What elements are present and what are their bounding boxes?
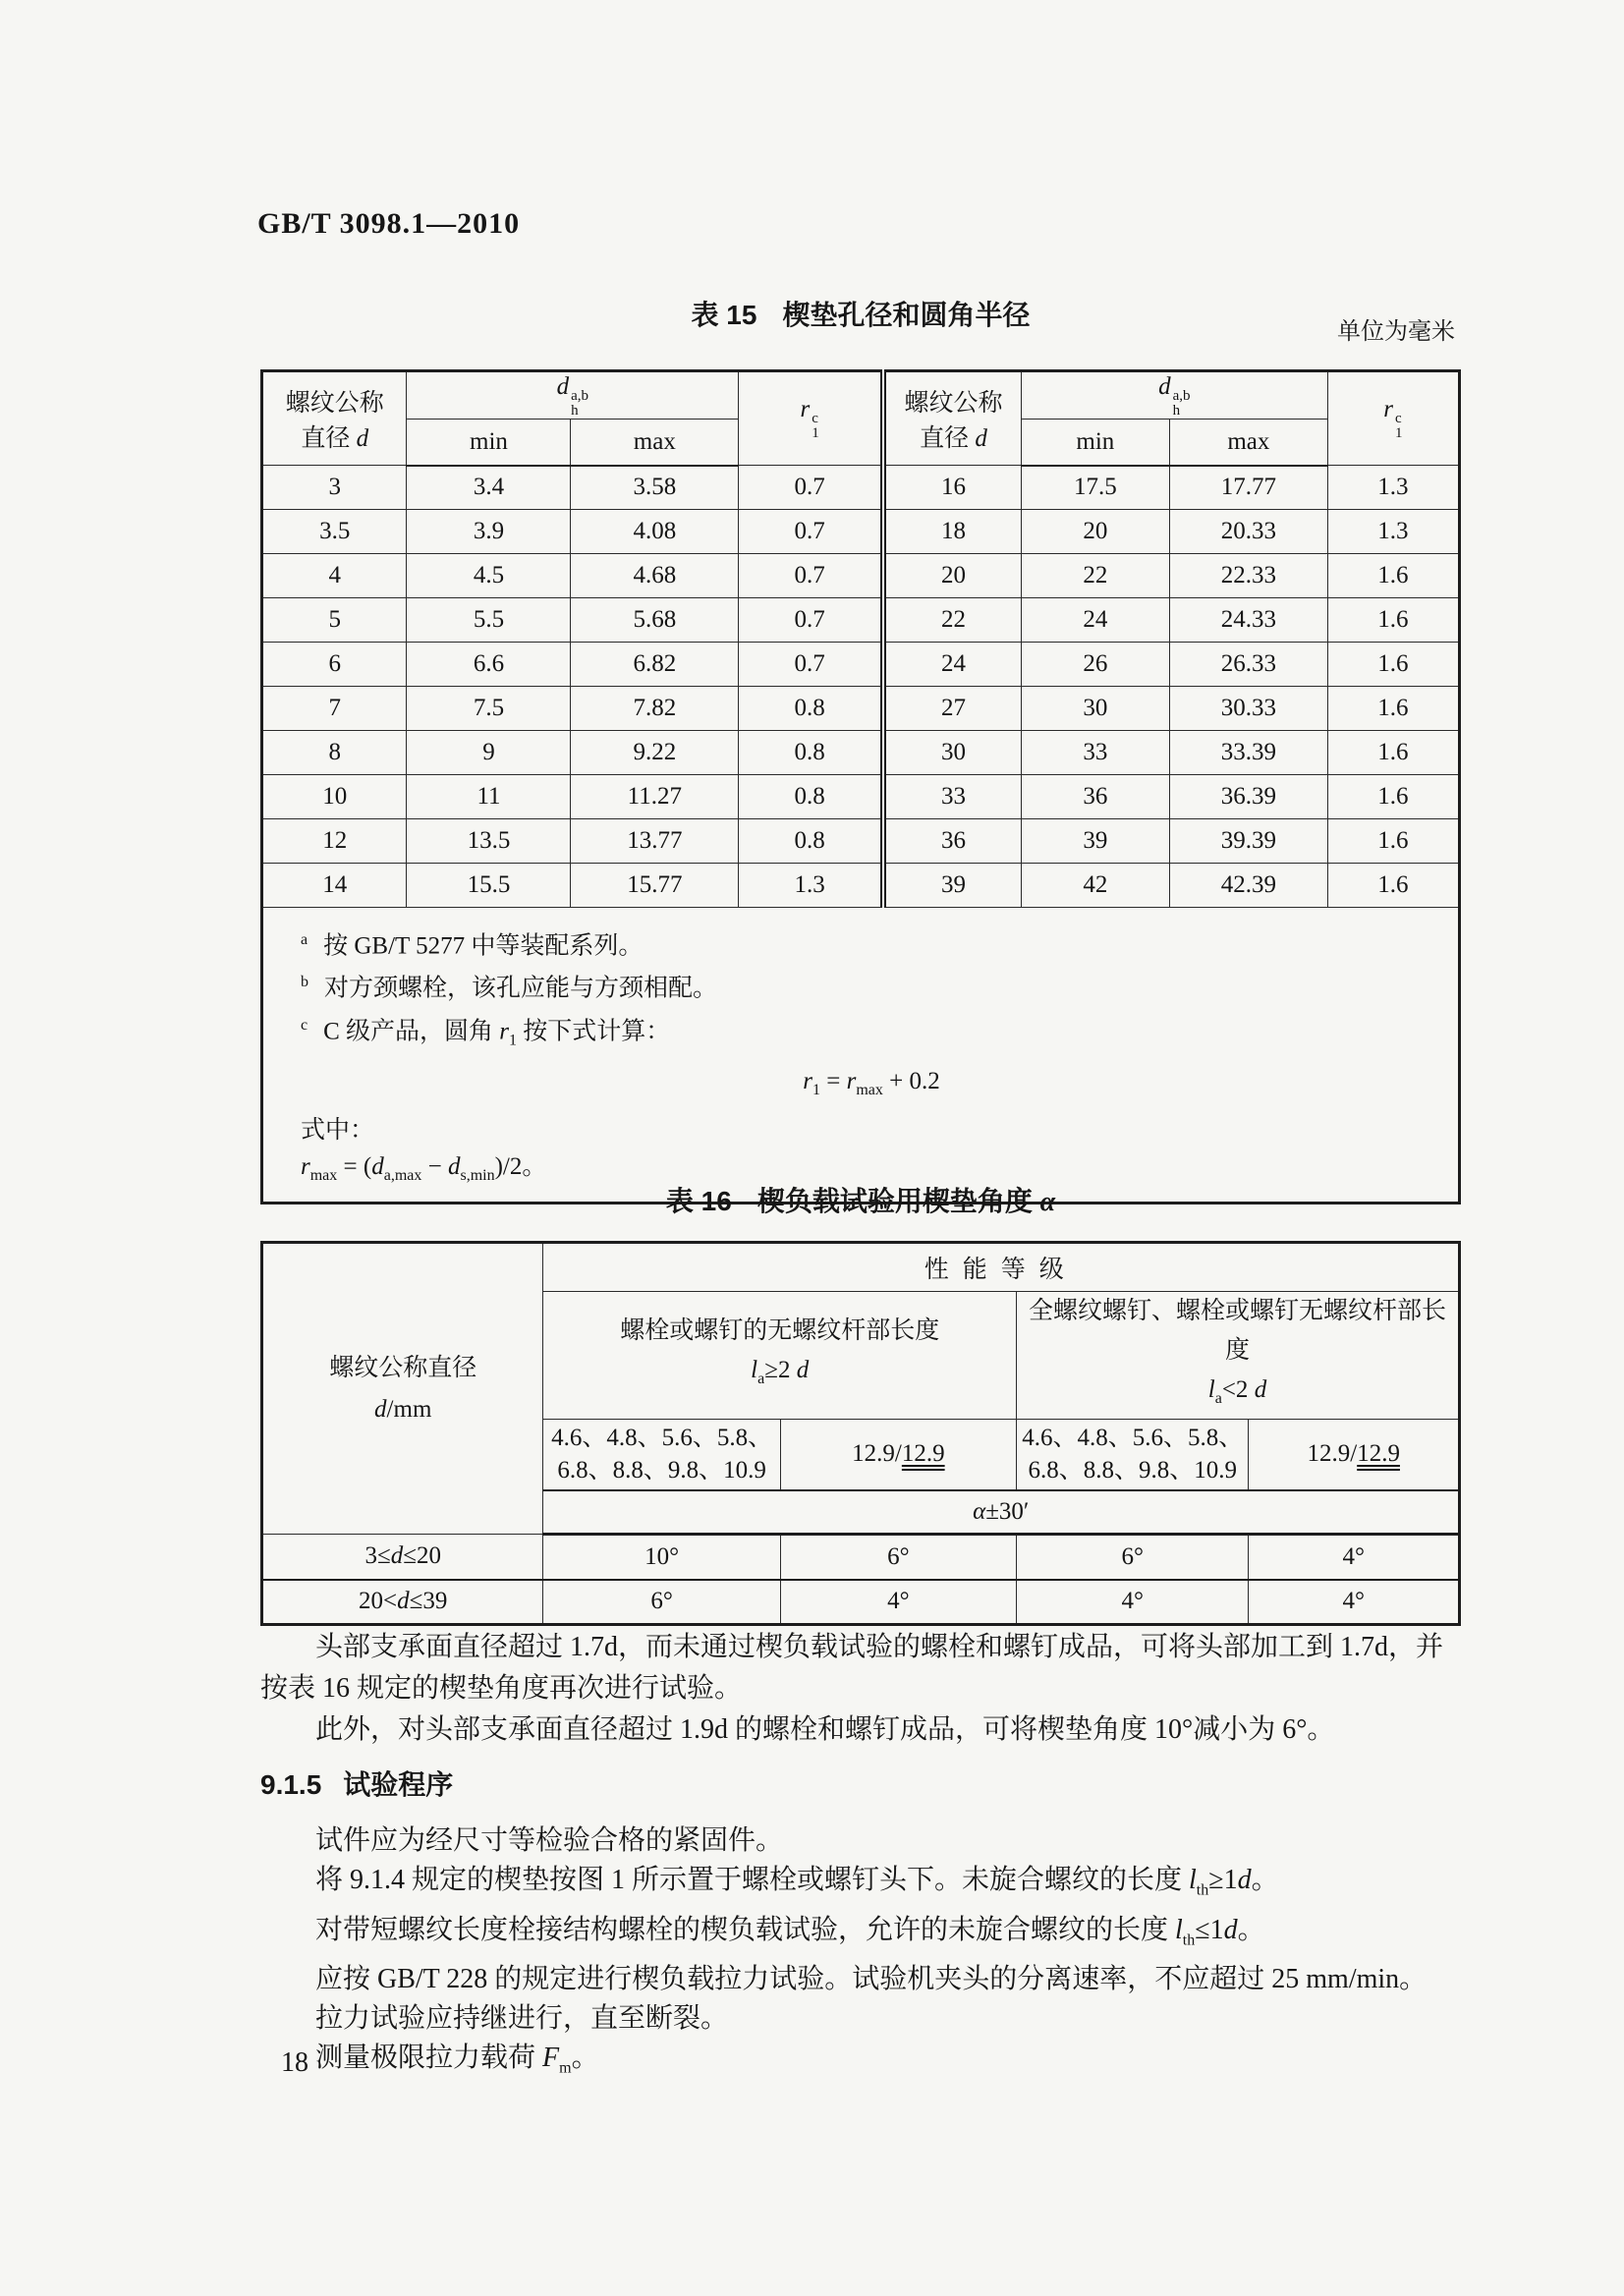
d-unit: /mm [386,1395,432,1423]
footnote-c-text: C 级产品，圆角 [323,1017,500,1044]
footnote-a [301,922,1442,964]
table16-row [262,1535,1460,1580]
grades-line1: 4.6、4.8、5.6、5.8、 [551,1425,773,1452]
paragraph-1: 头部支承面直径超过 1.7d，而未通过楔负载试验的螺栓和螺钉成品，可将头部加工到 1.7d，并按表 16 规定的楔垫角度再次进行试验。 [260,1632,1444,1704]
table15-cell: 30.33 [1169,687,1327,731]
table15-row [262,864,1460,908]
r1-sub: 1 [812,425,819,441]
dh-symbol: d [556,372,570,400]
formula-tail: + 0.2 [882,1067,940,1094]
table15-cell: 1.3 [1327,466,1459,510]
table15-cell: 36.39 [1169,775,1327,819]
r1-symbol: r [800,396,811,422]
alpha-tolerance: ±30′ [985,1497,1030,1525]
table15-cell: 1.3 [739,864,883,908]
unit-note: 单位为毫米 [1337,319,1455,345]
table15-cell: 33 [1021,731,1169,775]
r1-supsub [812,412,819,441]
procedure-line-2 [260,1861,1474,1911]
table15-cell: 36 [1021,775,1169,819]
grades-line2: 6.8、8.8、9.8、10.9 [1028,1457,1237,1484]
formula-rmax: r [846,1067,857,1094]
table16-title-text: 楔负载试验用楔垫角度 [756,1186,1040,1216]
footnote-c [301,1007,1442,1058]
table15-row [262,643,1460,687]
table15-cell: 8 [262,731,407,775]
angle-cell: 4° [780,1580,1016,1625]
l-symbol: l [1189,1865,1197,1895]
angle-cell: 4° [1249,1580,1460,1625]
table15-row [262,598,1460,643]
r-symbol: r [499,1017,510,1044]
formula-r-sub: 1 [812,1081,820,1098]
table15-row [262,466,1460,510]
alpha-symbol: α [973,1497,986,1525]
angle-cell: 6° [543,1580,780,1625]
relation: ≤1 [1195,1914,1224,1945]
r1-supsub [1395,412,1403,441]
table15-cell: 4 [262,554,407,598]
t15-right-min-header: min [1021,420,1169,466]
table15-cell: 33 [883,775,1021,819]
table15-cell: 18 [883,510,1021,554]
procedure-line-3 [260,1911,1474,1961]
table15-label: 表 15 [691,300,757,330]
table15-cell: 7.82 [571,687,739,731]
r1-sub: 1 [1395,425,1403,441]
procedure-line-1 [260,1821,1474,1861]
d-symbol: d [975,425,987,452]
paragraph-2: 此外，对头部支承面直径超过 1.9d 的螺栓和螺钉成品，可将楔垫角度 10°减小为 6°。 [315,1714,1335,1745]
diameter-range-cell: 20<d≤39 [262,1580,543,1625]
table15-cell: 42 [1021,864,1169,908]
relation: <2 [1221,1376,1255,1403]
t16-diameter-header [262,1243,543,1535]
table15-cell: 0.7 [739,554,883,598]
diameter-header-line2 [263,1389,542,1430]
dh-sub: h [1172,402,1181,419]
r1-sup: c [812,411,818,426]
groupA-condition [543,1351,1016,1399]
formula-eq: = [819,1067,847,1094]
table15-cell: 0.7 [739,510,883,554]
diameter-header-line1: 螺纹公称直径 [329,1354,477,1381]
table15-cell: 10 [262,775,407,819]
section-title: 试验程序 [343,1769,454,1800]
table15-cell: 5.68 [571,598,739,643]
section-number: 9.1.5 [260,1769,322,1800]
footnote-b-text: 对方颈螺栓，该孔应能与方颈相配。 [324,975,718,1002]
r1-formula [301,1062,1442,1110]
grade-129-underlined: 12.9 [901,1440,945,1468]
table15-cell: 20.33 [1169,510,1327,554]
table15-cell: 39 [883,864,1021,908]
groupA-title: 螺栓或螺钉的无螺纹杆部长度 [620,1317,940,1344]
footnote-b-mark: b [301,974,308,991]
table15-cell: 1.6 [1327,598,1459,643]
procedure-line-4 [260,1960,1474,1999]
dh-sub: h [571,402,579,419]
groupB-title: 全螺纹螺钉、螺栓或螺钉无螺纹杆部长度 [1028,1298,1446,1364]
rmax-eq: = ( [337,1152,372,1180]
table15-cell: 39.39 [1169,819,1327,864]
table15-cell: 15.77 [571,864,739,908]
text: 对带短螺纹长度栓接结构螺栓的楔负载试验，允许的未旋合螺纹的长度 [315,1914,1176,1945]
table15-cell: 1.6 [1327,687,1459,731]
rmax-sub: max [309,1166,338,1184]
t15-left-r1-header [739,371,883,466]
t15-right-dh-header [1021,371,1327,420]
footnote-b [301,964,1442,1006]
table15-cell: 1.6 [1327,864,1459,908]
section-heading [260,1764,453,1803]
l-symbol: l [1175,1914,1183,1945]
table16 [260,1241,1461,1626]
angle-cell: 6° [780,1535,1016,1580]
l-sub: a [757,1371,765,1387]
table15-cell: 13.77 [571,819,739,864]
table15-cell: 22 [1021,554,1169,598]
table15-cell: 22 [883,598,1021,643]
alpha-tolerance-cell [543,1490,1460,1535]
where-label: 式中： [301,1116,375,1144]
table16-row [262,1580,1460,1625]
table15-cell: 0.7 [739,466,883,510]
table15-cell: 0.8 [739,819,883,864]
text: 。 [1251,1865,1279,1895]
table15-cell: 30 [1021,687,1169,731]
table15 [260,369,1461,1204]
procedure-text [260,1821,1474,2089]
rmax-tail: )/2。 [494,1152,547,1180]
table15-cell: 3.5 [262,510,407,554]
dh-supsub [571,389,588,419]
text: 试件应为经尺寸等检验合格的紧固件。 [315,1825,784,1856]
table15-cell: 7.5 [407,687,571,731]
table15-cell: 20 [883,554,1021,598]
dh-symbol: d [1158,372,1171,400]
d-symbol: d [1254,1376,1267,1403]
table15-cell: 1.6 [1327,554,1459,598]
table15-cell: 1.6 [1327,643,1459,687]
angle-cell: 4° [1016,1580,1248,1625]
t15-left-min-header: min [407,420,571,466]
t15-left-max-header: max [571,420,739,466]
grade-129-underlined: 12.9 [1357,1440,1400,1468]
performance-grade-header: 性能等级 [543,1243,1460,1292]
t15-right-max-header: max [1169,420,1327,466]
text: 应按 GB/T 228 的规定进行楔负载拉力试验。试验机夹头的分离速率，不应超过 25 mm/min。 [315,1964,1428,1995]
table15-cell: 11.27 [571,775,739,819]
table15-cell: 15.5 [407,864,571,908]
l-sub: th [1182,1932,1196,1949]
table15-cell: 0.7 [739,643,883,687]
l-sub: a [1214,1390,1222,1407]
table15-cell: 24.33 [1169,598,1327,643]
table15-cell: 6 [262,643,407,687]
table15-row [262,775,1460,819]
alpha-symbol: α [1039,1187,1056,1217]
da-sub: a,max [383,1166,422,1184]
da-symbol: d [371,1152,384,1180]
d-header-line1: 螺纹公称 [904,390,1003,417]
table15-cell: 11 [407,775,571,819]
grade-129: 12.9/ [1307,1440,1358,1468]
d-symbol: d [356,425,369,452]
table15-cell: 17.5 [1021,466,1169,510]
table15-cell: 5.5 [407,598,571,643]
table15-cell: 39 [1021,819,1169,864]
relation: ≥1 [1208,1865,1238,1895]
table15-cell: 22.33 [1169,554,1327,598]
d-header-line2: 直径 [301,425,357,452]
t16-gradesA-cell [543,1420,780,1490]
table15-cell: 0.8 [739,687,883,731]
footnote-a-text: 按 GB/T 5277 中等装配系列。 [323,932,644,960]
dh-supsub [1173,389,1191,419]
angle-cell: 4° [1249,1535,1460,1580]
table15-cell: 20 [1021,510,1169,554]
table16-data-rows [262,1535,1460,1625]
table15-footnotes [262,908,1460,1204]
l-symbol: l [751,1357,758,1383]
table15-cell: 3.4 [407,466,571,510]
d-symbol: d [390,1542,404,1570]
table15-cell: 30 [883,731,1021,775]
table15-row [262,510,1460,554]
table15-cell: 7 [262,687,407,731]
table15-cell: 17.77 [1169,466,1327,510]
F-sub: m [559,2059,572,2077]
grades-line1: 4.6、4.8、5.6、5.8、 [1022,1425,1244,1452]
text: 测量极限拉力载荷 [315,2043,543,2074]
rmax-r: r [301,1152,310,1180]
page-number: 18 [281,2047,308,2078]
d-symbol: d [1223,1914,1238,1945]
table15-cell: 26 [1021,643,1169,687]
angle-cell: 6° [1016,1535,1248,1580]
angle-cell: 10° [543,1535,780,1580]
l-sub: th [1196,1881,1209,1899]
footnote-c-mark: c [301,1016,308,1034]
t16-groupA-header [543,1292,1017,1420]
ds-sub: s,min [460,1166,495,1184]
footnote-a-mark: a [301,931,308,948]
table15-cell: 1.6 [1327,731,1459,775]
table15-cell: 6.6 [407,643,571,687]
body-paragraphs [260,1627,1467,1751]
r-sub: 1 [509,1031,518,1048]
d-symbol: d [796,1357,810,1383]
standard-code: GB/T 3098.1—2010 [257,207,521,240]
table15-title-text: 楔垫孔径和圆角半径 [782,300,1031,330]
text: 。 [1237,1914,1265,1945]
table15-cell: 3.58 [571,466,739,510]
table15-cell: 0.8 [739,731,883,775]
procedure-line-5 [260,1999,1474,2039]
text: 。 [571,2043,599,2074]
table15-cell: 36 [883,819,1021,864]
table15-row [262,819,1460,864]
table15-cell: 0.8 [739,775,883,819]
table15-cell: 4.68 [571,554,739,598]
formula-rmax-sub: max [856,1081,883,1098]
table15-cell: 13.5 [407,819,571,864]
l-symbol: l [1207,1376,1215,1403]
d-symbol: d [374,1395,387,1423]
minus-sign: − [421,1152,448,1180]
table15-cell: 42.39 [1169,864,1327,908]
table15-cell: 26.33 [1169,643,1327,687]
t15-right-d-header [883,371,1021,466]
table15-cell: 24 [883,643,1021,687]
t16-grade129-cell [780,1420,1016,1490]
t15-left-dh-header [407,371,739,420]
text: 将 9.1.4 规定的楔垫按图 1 所示置于螺栓或螺钉头下。未旋合螺纹的长度 [315,1865,1190,1895]
t15-right-r1-header [1327,371,1459,466]
table15-row [262,687,1460,731]
relation: ≥2 [764,1357,797,1383]
r1-sup: c [1395,411,1402,426]
t16-gradesB-cell [1016,1420,1248,1490]
table16-label: 表 16 [665,1186,732,1216]
table15-cell: 3.9 [407,510,571,554]
ds-symbol: d [447,1152,461,1180]
table15-cell: 3 [262,466,407,510]
table15-row [262,731,1460,775]
table15-cell: 0.7 [739,598,883,643]
table15-cell: 16 [883,466,1021,510]
d-header-line2: 直径 [920,425,976,452]
table15-cell: 33.39 [1169,731,1327,775]
t15-left-d-header [262,371,407,466]
F-symbol: F [542,2043,560,2074]
table15-cell: 6.82 [571,643,739,687]
dh-sup: a,b [571,387,589,404]
t16-grade129-cell [1249,1420,1460,1490]
footnote-c-text-tail: 按下式计算： [517,1017,671,1044]
table15-cell: 1.6 [1327,819,1459,864]
groupB-condition [1017,1371,1458,1419]
d-header-line1: 螺纹公称 [285,390,384,417]
diameter-range-cell: 3≤d≤20 [262,1535,543,1580]
dh-sup: a,b [1172,387,1191,404]
table15-cell: 4.08 [571,510,739,554]
d-symbol: d [397,1588,410,1615]
table15-cell: 27 [883,687,1021,731]
table15-row [262,554,1460,598]
table15-cell: 1.6 [1327,775,1459,819]
table16-title [260,1180,1461,1219]
table15-cell: 1.3 [1327,510,1459,554]
grades-line2: 6.8、8.8、9.8、10.9 [557,1457,766,1484]
grade-129: 12.9/ [852,1440,902,1468]
d-symbol: d [1237,1865,1252,1895]
table15-cell: 9.22 [571,731,739,775]
table15-body [262,466,1460,908]
footnote-cell [262,908,1460,1204]
table15-cell: 14 [262,864,407,908]
table15-cell: 5 [262,598,407,643]
formula-r: r [803,1067,812,1094]
table15-cell: 12 [262,819,407,864]
text: 拉力试验应持继进行，直至断裂。 [315,2003,729,2035]
r1-symbol: r [1383,396,1394,422]
table15-cell: 4.5 [407,554,571,598]
t16-groupB-header [1016,1292,1459,1420]
table15-cell: 9 [407,731,571,775]
table15-cell: 24 [1021,598,1169,643]
procedure-line-6 [260,2039,1474,2089]
